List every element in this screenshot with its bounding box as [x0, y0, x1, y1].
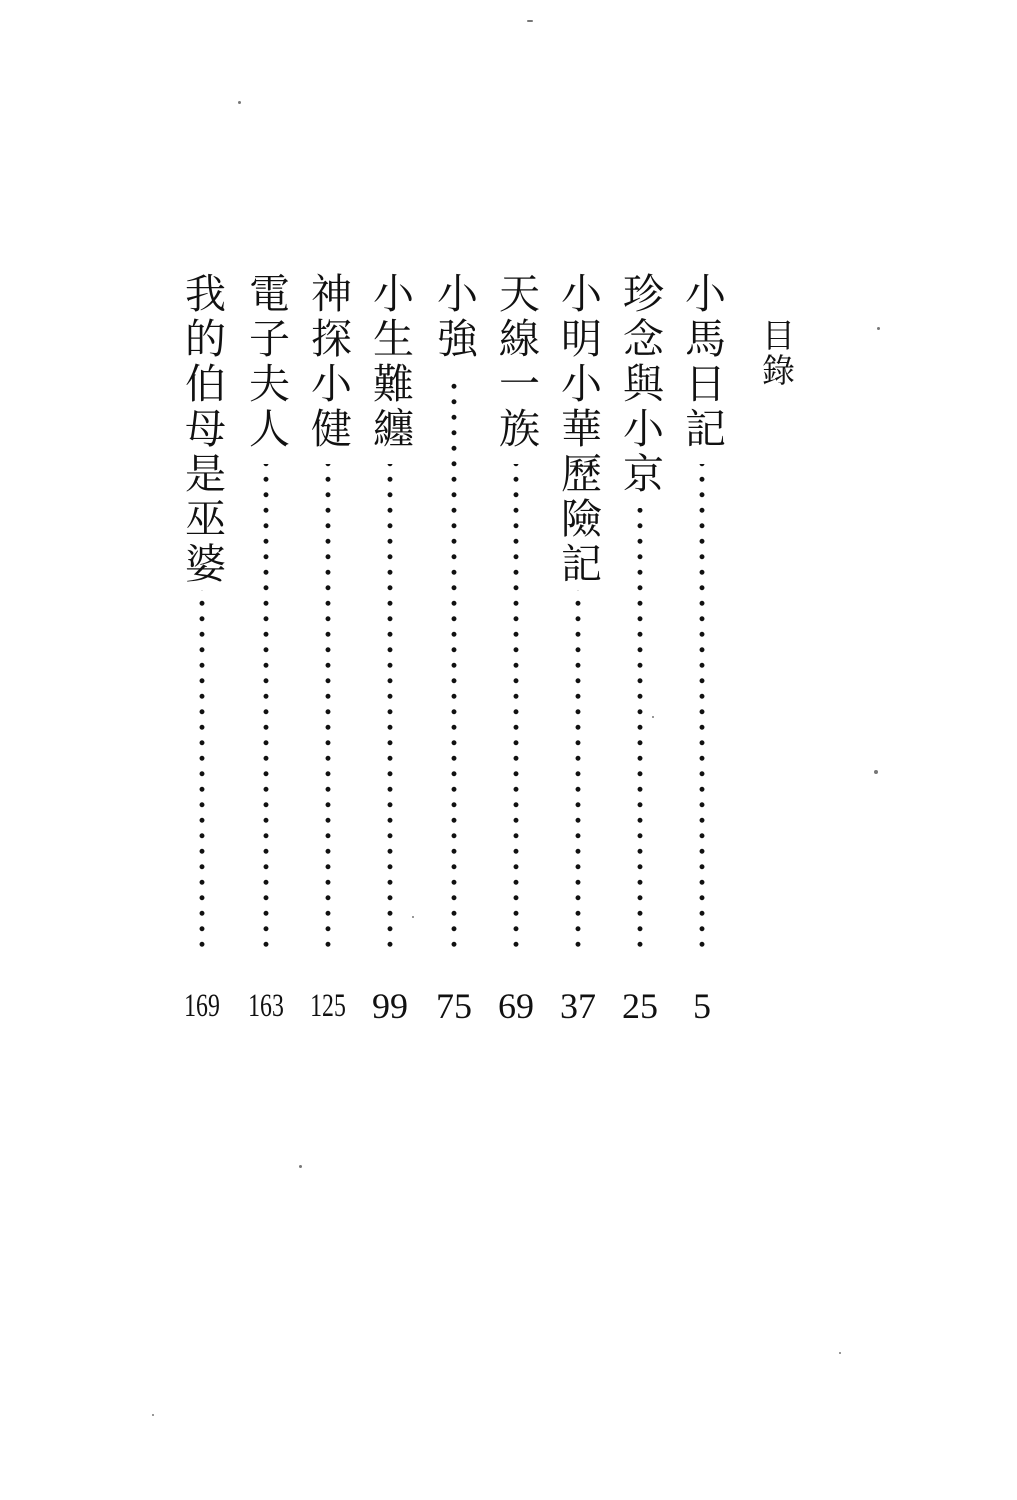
scan-speck [152, 1414, 154, 1416]
toc-entry [172, 272, 232, 1032]
entry-page-number: 99 [372, 986, 408, 1026]
scan-speck [412, 916, 414, 918]
dot-leader [387, 464, 393, 952]
scan-speck [238, 101, 241, 104]
toc-entry [548, 272, 608, 1032]
toc-entry [360, 272, 420, 1032]
toc-entry [610, 272, 670, 1032]
entry-title: 我的伯母是巫婆 [178, 272, 226, 587]
entry-title: 小明小華歷險記 [554, 272, 602, 587]
toc-heading: 目錄 [757, 318, 796, 388]
scan-speck [839, 1352, 841, 1354]
scan-speck [874, 770, 878, 774]
toc-entry [672, 272, 732, 1032]
entry-page-number: 169 [184, 988, 220, 1024]
scan-speck [877, 327, 880, 330]
entry-page-number: 69 [498, 986, 534, 1026]
dot-leader [637, 508, 643, 952]
entry-title: 電子夫人 [242, 272, 290, 452]
toc-entry [486, 272, 546, 1032]
dot-leader [699, 464, 705, 952]
toc-entry [424, 272, 484, 1032]
entry-title: 小強 [430, 272, 478, 362]
entry-title: 小生難纏 [366, 272, 414, 452]
toc-entry [236, 272, 296, 1032]
scan-speck [527, 20, 533, 22]
entry-page-number: 163 [248, 988, 284, 1024]
entry-page-number: 5 [693, 986, 711, 1026]
toc-entry [298, 272, 358, 1032]
dot-leader [575, 590, 581, 952]
entry-page-number: 125 [310, 988, 346, 1024]
scan-speck [299, 1165, 302, 1168]
dot-leader [199, 590, 205, 952]
entry-title: 天線一族 [492, 272, 540, 452]
entry-page-number: 25 [622, 986, 658, 1026]
scan-speck [652, 716, 654, 718]
entry-title: 珍念與小京 [616, 272, 664, 497]
entry-title: 小馬日記 [678, 272, 726, 452]
entry-page-number: 37 [560, 986, 596, 1026]
dot-leader [325, 464, 331, 952]
dot-leader [513, 464, 519, 952]
dot-leader [263, 464, 269, 952]
entry-page-number: 75 [436, 986, 472, 1026]
dot-leader [451, 374, 457, 952]
entry-title: 神探小健 [304, 272, 352, 452]
